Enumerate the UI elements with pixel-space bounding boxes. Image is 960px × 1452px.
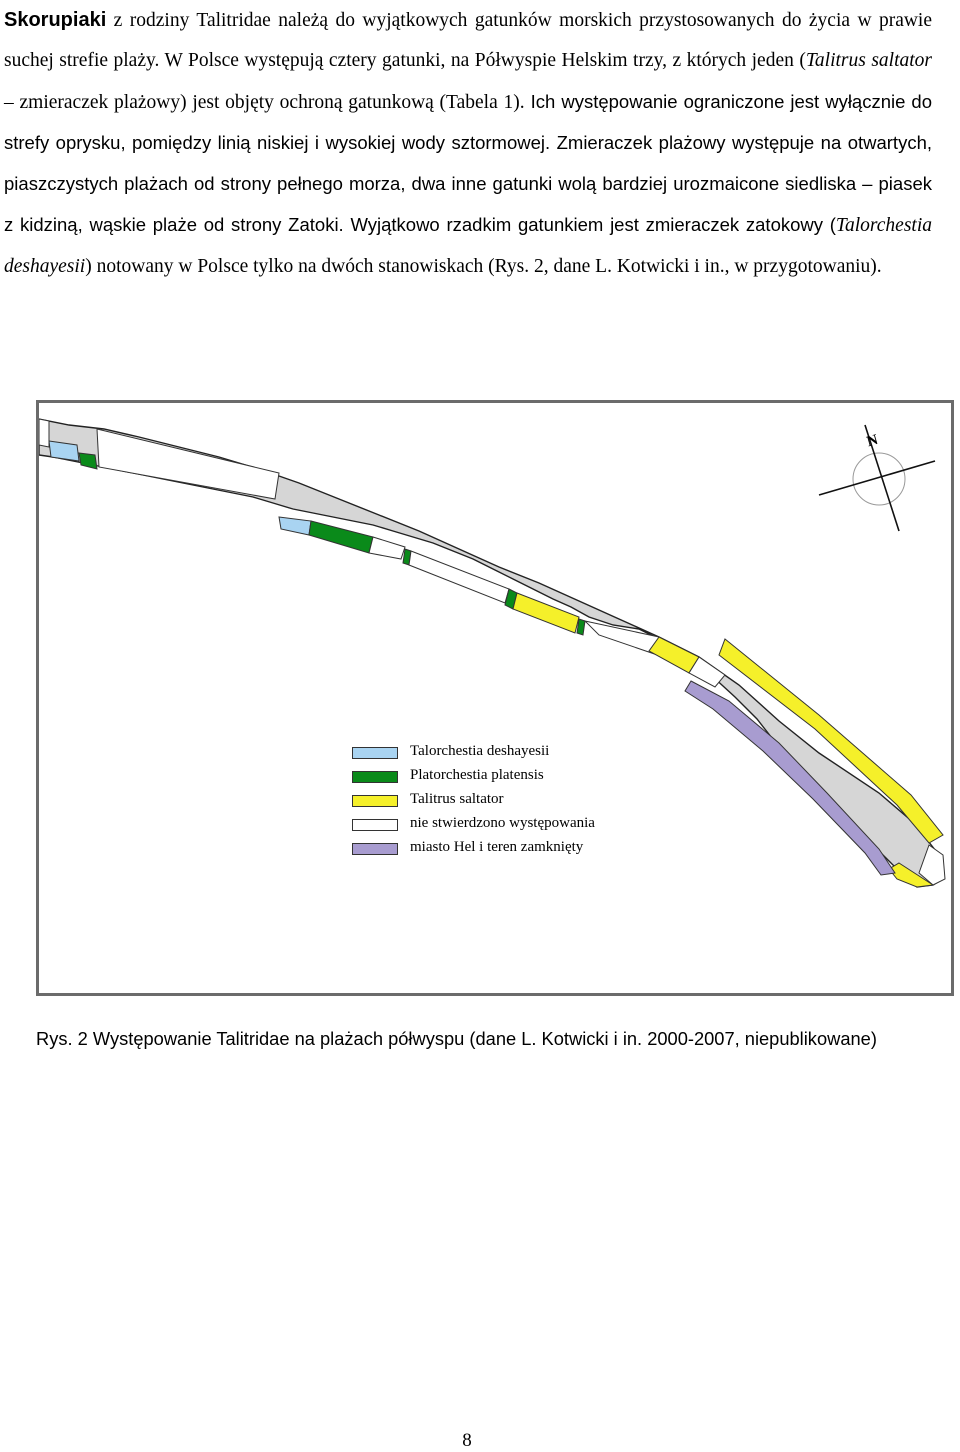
coast-segment-talitrus (649, 637, 699, 673)
legend-label-hel: miasto Hel i teren zamknięty (410, 839, 584, 855)
coast-segment-none (97, 429, 279, 499)
legend-swatch-talitrus (352, 795, 398, 807)
paragraph-text-1: z rodziny Talitridae należą do wyjątkowych gatunków morskich przystosowanych do życia w prawie suchej strefie plaży. W Polsce występują cztery gatunki, na Półwyspie Helskim trzy, z których jeden ( (4, 10, 932, 72)
coast-segment-none (369, 537, 405, 559)
legend-label-talorchestia: Talorchestia deshayesii (410, 743, 550, 759)
legend-label-talitrus: Talitrus saltator (410, 791, 504, 807)
coast-segment-platorchestia (79, 453, 97, 469)
species-name-talorchestia: Talorchestia deshayesii (4, 215, 932, 277)
paragraph-text-3: Ich występowanie ograniczone jest wyłącznie do strefy oprysku, pomiędzy linią niskiej i wysokiej wody sztormowej. Zmieraczek plażowy występuje na otwartych, piaszczystych plażach od strony pełnego morza, dwa inne gatunki wolą bardziej urozmaicone siedliska – piasek z kidziną, wąskie plaże od strony Zatoki. Wyjątkowo rzadkim gatunkiem jest zmieraczek zatokowy ( (4, 90, 933, 236)
legend-label-platorchestia: Platorchestia platensis (410, 767, 544, 783)
coast-segment-none (39, 419, 49, 447)
legend-item-hel (352, 839, 652, 866)
legend-swatch-hel (352, 843, 398, 855)
legend-swatch-none (352, 819, 398, 831)
north-label: N (865, 431, 880, 451)
hel-peninsula-map (39, 403, 951, 993)
legend-swatch-talorchestia (352, 747, 398, 759)
coast-segment-platorchestia (577, 619, 585, 635)
compass-circle (853, 453, 905, 505)
compass-needle-ew (819, 461, 935, 495)
paragraph-text-2: – zmieraczek plażowy) jest objęty ochroną gatunkową (Tabela 1). (4, 91, 525, 113)
map-figure (36, 400, 954, 996)
map-legend (352, 743, 652, 866)
lead-word: Skorupiaki (4, 9, 107, 31)
coast-segment-talorchestia (279, 517, 311, 535)
figure-caption: Rys. 2 Występowanie Talitridae na plażach półwyspu (dane L. Kotwicki i in. 2000-2007, niepublikowane) (36, 1028, 877, 1049)
legend-swatch-platorchestia (352, 771, 398, 783)
species-name-talitrus: Talitrus saltator (805, 50, 933, 72)
legend-label-none: nie stwierdzono występowania (410, 815, 595, 831)
compass-rose (819, 425, 935, 531)
paragraph-text-4: ) notowany w Polsce tylko na dwóch stanowiskach (Rys. 2, dane L. Kotwicki i in., w przygotowaniu). (85, 255, 882, 277)
body-paragraph (4, 0, 932, 287)
coast-segment-none (409, 551, 509, 603)
coast-segment-platorchestia (309, 521, 373, 553)
page-number: 8 (462, 1430, 472, 1451)
